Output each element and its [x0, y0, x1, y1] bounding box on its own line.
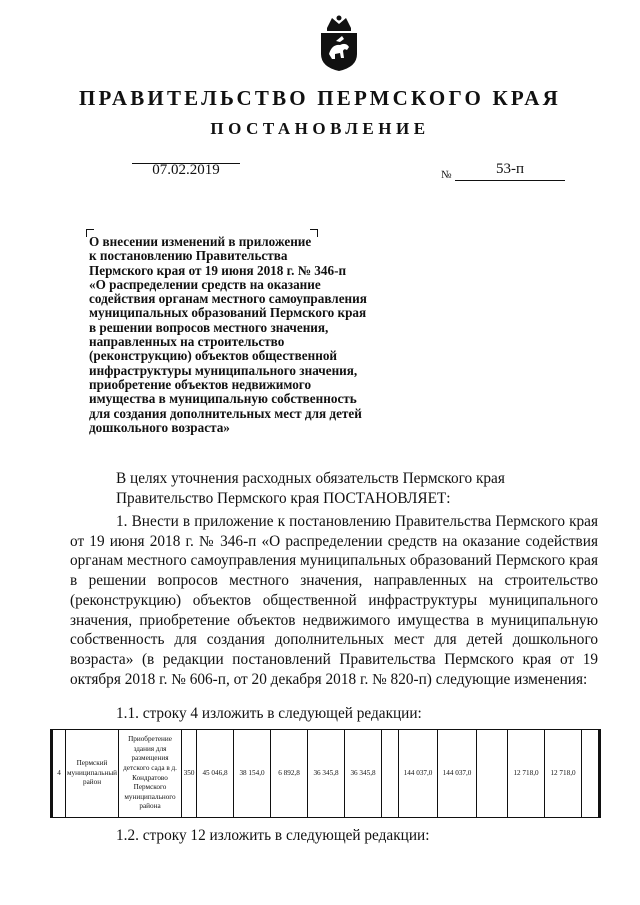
- table-cell: 12 718,0: [508, 730, 545, 818]
- subitem-1-2: 1.2. строку 12 изложить в следующей редакции:: [116, 827, 430, 844]
- table-cell: [582, 730, 600, 818]
- table-cell: 6 892,8: [271, 730, 308, 818]
- table-cell: Приобретение здания для размещения детского сада в д. Кондратово Пермского муниципального района: [119, 730, 182, 818]
- date-underline: [132, 163, 240, 164]
- table-cell: 350: [182, 730, 197, 818]
- amendment-table: [50, 729, 601, 818]
- coat-of-arms-icon: [318, 14, 360, 72]
- table-cell: 36 345,8: [308, 730, 345, 818]
- number-sign: №: [441, 169, 452, 181]
- number-underline: [455, 180, 565, 181]
- table-cell: 4: [52, 730, 66, 818]
- document-date: 07.02.2019: [152, 162, 220, 178]
- document-type: ПОСТАНОВЛЕНИЕ: [210, 119, 430, 138]
- table-row: [52, 730, 600, 818]
- table-cell: [477, 730, 508, 818]
- paragraph-purpose: В целях уточнения расходных обязательств Пермского края: [116, 470, 505, 487]
- document-number: 53-п: [495, 161, 525, 177]
- paragraph-item-1: 1. Внести в приложение к постановлению Правительства Пермского края от 19 июня 2018 г. № 346-п «О распределении средств на оказание содействия органам местного самоуправления муниципальных образований Пермского края в решении вопросов местного значения, направленных на строительство (реконструкцию) объектов общественной инфраструктуры муниципального значения, приобретение объектов недвижимого имущества в муниципальную собственность для создания дополнительных мест для детей дошкольного возраста» (в редакции постановлений Правительства Пермского края от 19 октября 2018 г. № 606-п, от 20 декабря 2018 г. № 820-п) следующие изменения:: [70, 513, 598, 688]
- table-cell: 144 037,0: [438, 730, 477, 818]
- table-cell: 38 154,0: [234, 730, 271, 818]
- paragraph-resolves: Правительство Пермского края ПОСТАНОВЛЯЕТ:: [116, 490, 451, 507]
- table-cell: 36 345,8: [345, 730, 382, 818]
- document-subject: О внесении изменений в приложение к постановлению Правительства Пермского края от 19 июня 2018 г. № 346-п «О распределении средств на оказание содействия органам местного самоуправления муниципальных образований Пермского края в решении вопросов местного значения, направленных на строительство (реконструкцию) объектов общественной инфраструктуры муниципального значения, приобретение объектов недвижимого имущества в муниципальную собственность для создания дополнительных мест для детей дошкольного возраста»: [89, 234, 367, 435]
- subitem-1-1: 1.1. строку 4 изложить в следующей редакции:: [116, 705, 422, 722]
- table-cell: 45 046,8: [197, 730, 234, 818]
- table-cell: Пермский муниципальный район: [66, 730, 119, 818]
- table-cell: [382, 730, 399, 818]
- government-title: ПРАВИТЕЛЬСТВО ПЕРМСКОГО КРАЯ: [78, 86, 561, 110]
- table-cell: 12 718,0: [545, 730, 582, 818]
- table-cell: 144 037,0: [399, 730, 438, 818]
